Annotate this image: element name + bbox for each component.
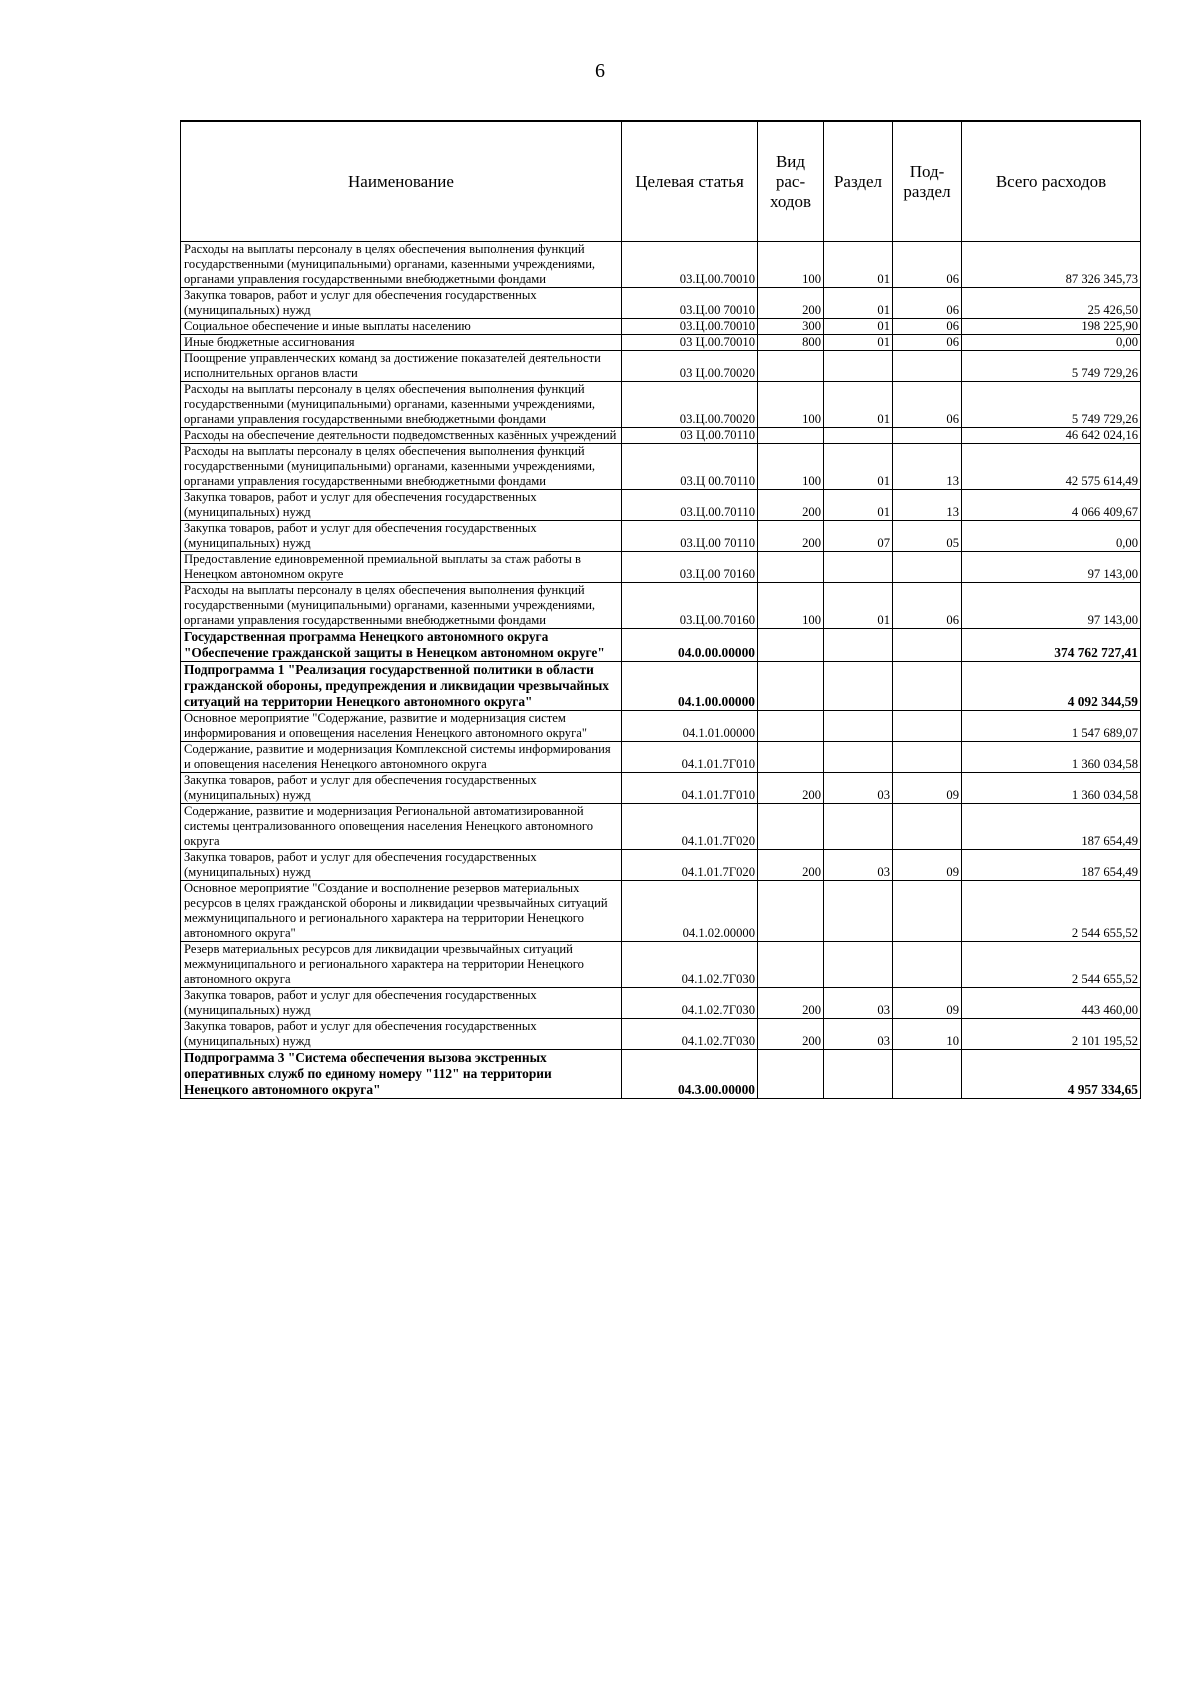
cell-vid (758, 881, 824, 942)
cell-code: 04.1.00.00000 (622, 662, 758, 711)
table-row (181, 583, 1141, 629)
table-body (181, 242, 1141, 1099)
cell-razdel: 01 (824, 382, 893, 428)
table-row (181, 335, 1141, 351)
cell-razdel: 03 (824, 1019, 893, 1050)
cell-name: Подпрограмма 3 "Система обеспечения вызова экстренных оперативных служб по единому номеру "112" на территории Ненецкого автономного округа" (181, 1050, 622, 1099)
cell-vid: 200 (758, 288, 824, 319)
cell-podrazdel: 13 (893, 444, 962, 490)
cell-razdel (824, 742, 893, 773)
table-row (181, 490, 1141, 521)
cell-total: 1 360 034,58 (962, 773, 1141, 804)
cell-razdel (824, 942, 893, 988)
table-row (181, 521, 1141, 552)
cell-vid: 100 (758, 583, 824, 629)
cell-podrazdel: 10 (893, 1019, 962, 1050)
cell-vid: 200 (758, 521, 824, 552)
cell-razdel: 07 (824, 521, 893, 552)
cell-podrazdel: 06 (893, 242, 962, 288)
cell-vid: 800 (758, 335, 824, 351)
cell-code: 04.1.01.7Г020 (622, 850, 758, 881)
cell-total: 46 642 024,16 (962, 428, 1141, 444)
cell-vid (758, 662, 824, 711)
header-name: Наименование (181, 121, 622, 242)
cell-code: 04.0.00.00000 (622, 629, 758, 662)
cell-razdel (824, 711, 893, 742)
cell-podrazdel: 05 (893, 521, 962, 552)
cell-podrazdel: 06 (893, 583, 962, 629)
cell-razdel (824, 552, 893, 583)
cell-vid (758, 742, 824, 773)
cell-total: 97 143,00 (962, 583, 1141, 629)
cell-code: 04.1.01.7Г020 (622, 804, 758, 850)
cell-vid: 200 (758, 773, 824, 804)
cell-code: 04.1.01.7Г010 (622, 773, 758, 804)
cell-podrazdel: 06 (893, 288, 962, 319)
cell-vid (758, 629, 824, 662)
table-row (181, 444, 1141, 490)
cell-name: Расходы на обеспечение деятельности подведомственных казённых учреждений (181, 428, 622, 444)
cell-code: 03.Ц.00 70110 (622, 521, 758, 552)
cell-razdel: 03 (824, 850, 893, 881)
cell-code: 04.1.02.7Г030 (622, 1019, 758, 1050)
cell-total: 2 544 655,52 (962, 942, 1141, 988)
table-row (181, 881, 1141, 942)
cell-code: 03.Ц.00.70020 (622, 382, 758, 428)
cell-razdel: 01 (824, 490, 893, 521)
table-row (181, 319, 1141, 335)
cell-vid: 200 (758, 850, 824, 881)
cell-code: 04.1.01.7Г010 (622, 742, 758, 773)
cell-vid: 300 (758, 319, 824, 335)
cell-code: 04.1.02.7Г030 (622, 988, 758, 1019)
cell-name: Закупка товаров, работ и услуг для обеспечения государственных (муниципальных) нужд (181, 521, 622, 552)
cell-name: Закупка товаров, работ и услуг для обеспечения государственных (муниципальных) нужд (181, 850, 622, 881)
cell-total: 1 360 034,58 (962, 742, 1141, 773)
cell-podrazdel (893, 629, 962, 662)
cell-podrazdel (893, 742, 962, 773)
cell-vid (758, 1050, 824, 1099)
table-row (181, 382, 1141, 428)
cell-razdel (824, 662, 893, 711)
cell-name: Закупка товаров, работ и услуг для обеспечения государственных (муниципальных) нужд (181, 773, 622, 804)
cell-podrazdel (893, 804, 962, 850)
cell-podrazdel: 13 (893, 490, 962, 521)
table-row (181, 428, 1141, 444)
cell-podrazdel (893, 942, 962, 988)
cell-code: 04.1.02.00000 (622, 881, 758, 942)
cell-vid (758, 428, 824, 444)
cell-vid: 100 (758, 382, 824, 428)
cell-podrazdel: 06 (893, 319, 962, 335)
cell-code: 03 Ц.00.70010 (622, 335, 758, 351)
cell-total: 25 426,50 (962, 288, 1141, 319)
cell-razdel (824, 428, 893, 444)
budget-table (180, 120, 1141, 1099)
cell-name: Основное мероприятие "Создание и восполнение резервов материальных ресурсов в целях гражданской обороны и ликвидации чрезвычайных ситуаций межмуниципального и регионального характера на территории Ненецкого автономного округа" (181, 881, 622, 942)
page-number: 6 (595, 60, 605, 82)
cell-razdel (824, 351, 893, 382)
cell-code: 04.1.02.7Г030 (622, 942, 758, 988)
table-row (181, 1050, 1141, 1099)
cell-razdel: 01 (824, 583, 893, 629)
cell-podrazdel: 09 (893, 988, 962, 1019)
header-code: Целевая статья (622, 121, 758, 242)
cell-total: 5 749 729,26 (962, 382, 1141, 428)
cell-podrazdel (893, 1050, 962, 1099)
cell-razdel: 01 (824, 242, 893, 288)
cell-total: 4 066 409,67 (962, 490, 1141, 521)
cell-razdel: 01 (824, 444, 893, 490)
header-vid: Вид рас-ходов (758, 121, 824, 242)
cell-name: Содержание, развитие и модернизация Региональной автоматизированной системы централизованного оповещения населения Ненецкого автономного округа (181, 804, 622, 850)
cell-total: 198 225,90 (962, 319, 1141, 335)
cell-code: 04.3.00.00000 (622, 1050, 758, 1099)
cell-total: 42 575 614,49 (962, 444, 1141, 490)
cell-name: Резерв материальных ресурсов для ликвидации чрезвычайных ситуаций межмуниципального и регионального характера на территории Ненецкого автономного округа (181, 942, 622, 988)
cell-name: Иные бюджетные ассигнования (181, 335, 622, 351)
cell-vid: 100 (758, 242, 824, 288)
table-row (181, 988, 1141, 1019)
cell-code: 03 Ц.00.70110 (622, 428, 758, 444)
table-row (181, 804, 1141, 850)
table-row (181, 1019, 1141, 1050)
cell-podrazdel (893, 552, 962, 583)
cell-total: 0,00 (962, 521, 1141, 552)
cell-name: Государственная программа Ненецкого автономного округа "Обеспечение гражданской защиты в Ненецком автономном округе" (181, 629, 622, 662)
table-row (181, 242, 1141, 288)
cell-name: Закупка товаров, работ и услуг для обеспечения государственных (муниципальных) нужд (181, 288, 622, 319)
table-row (181, 742, 1141, 773)
cell-total: 4 957 334,65 (962, 1050, 1141, 1099)
cell-razdel: 03 (824, 773, 893, 804)
cell-podrazdel (893, 881, 962, 942)
cell-total: 2 101 195,52 (962, 1019, 1141, 1050)
cell-razdel (824, 629, 893, 662)
cell-razdel (824, 804, 893, 850)
cell-podrazdel (893, 351, 962, 382)
cell-vid: 200 (758, 1019, 824, 1050)
cell-name: Расходы на выплаты персоналу в целях обеспечения выполнения функций государственными (муниципальными) органами, казенными учреждениями, органами управления государственными внебюджетными фондами (181, 444, 622, 490)
header-total: Всего расходов (962, 121, 1141, 242)
cell-code: 03.Ц 00.70110 (622, 444, 758, 490)
cell-name: Предоставление единовременной премиальной выплаты за стаж работы в Ненецком автономном округе (181, 552, 622, 583)
cell-code: 04.1.01.00000 (622, 711, 758, 742)
cell-razdel (824, 881, 893, 942)
cell-podrazdel: 06 (893, 335, 962, 351)
cell-podrazdel (893, 428, 962, 444)
cell-total: 1 547 689,07 (962, 711, 1141, 742)
cell-razdel: 01 (824, 319, 893, 335)
cell-total: 5 749 729,26 (962, 351, 1141, 382)
table-row (181, 942, 1141, 988)
cell-total: 87 326 345,73 (962, 242, 1141, 288)
cell-vid: 100 (758, 444, 824, 490)
header-razdel: Раздел (824, 121, 893, 242)
cell-total: 374 762 727,41 (962, 629, 1141, 662)
cell-total: 4 092 344,59 (962, 662, 1141, 711)
cell-code: 03.Ц.00 70010 (622, 288, 758, 319)
cell-total: 187 654,49 (962, 804, 1141, 850)
cell-name: Закупка товаров, работ и услуг для обеспечения государственных (муниципальных) нужд (181, 1019, 622, 1050)
cell-code: 03.Ц.00.70010 (622, 242, 758, 288)
table-row (181, 850, 1141, 881)
cell-code: 03.Ц.00 70160 (622, 552, 758, 583)
cell-name: Социальное обеспечение и иные выплаты населению (181, 319, 622, 335)
cell-total: 0,00 (962, 335, 1141, 351)
cell-vid (758, 711, 824, 742)
table-row (181, 351, 1141, 382)
cell-podrazdel: 09 (893, 773, 962, 804)
cell-code: 03 Ц.00.70020 (622, 351, 758, 382)
cell-vid: 200 (758, 490, 824, 521)
table-row (181, 662, 1141, 711)
cell-total: 443 460,00 (962, 988, 1141, 1019)
header-row (181, 121, 1141, 242)
cell-name: Подпрограмма 1 "Реализация государственной политики в области гражданской обороны, предупреждения и ликвидации чрезвычайных ситуаций на территории Ненецкого автономного округа" (181, 662, 622, 711)
cell-name: Основное мероприятие "Содержание, развитие и модернизация систем информирования и оповещения населения Ненецкого автономного округа" (181, 711, 622, 742)
table-row (181, 629, 1141, 662)
cell-name: Поощрение управленческих команд за достижение показателей деятельности исполнительных органов власти (181, 351, 622, 382)
cell-razdel: 03 (824, 988, 893, 1019)
cell-total: 97 143,00 (962, 552, 1141, 583)
table-row (181, 288, 1141, 319)
table-row (181, 552, 1141, 583)
cell-vid (758, 351, 824, 382)
cell-podrazdel: 09 (893, 850, 962, 881)
cell-total: 2 544 655,52 (962, 881, 1141, 942)
cell-name: Закупка товаров, работ и услуг для обеспечения государственных (муниципальных) нужд (181, 490, 622, 521)
cell-razdel: 01 (824, 288, 893, 319)
cell-name: Расходы на выплаты персоналу в целях обеспечения выполнения функций государственными (муниципальными) органами, казенными учреждениями, органами управления государственными внебюджетными фондами (181, 242, 622, 288)
cell-podrazdel (893, 711, 962, 742)
cell-total: 187 654,49 (962, 850, 1141, 881)
cell-name: Содержание, развитие и модернизация Комплексной системы информирования и оповещения населения Ненецкого автономного округа (181, 742, 622, 773)
cell-vid (758, 804, 824, 850)
cell-razdel (824, 1050, 893, 1099)
table-row (181, 711, 1141, 742)
cell-name: Расходы на выплаты персоналу в целях обеспечения выполнения функций государственными (муниципальными) органами, казенными учреждениями, органами управления государственными внебюджетными фондами (181, 583, 622, 629)
cell-code: 03.Ц.00.70160 (622, 583, 758, 629)
cell-podrazdel (893, 662, 962, 711)
cell-vid: 200 (758, 988, 824, 1019)
cell-podrazdel: 06 (893, 382, 962, 428)
header-podrazdel: Под-раздел (893, 121, 962, 242)
table-header (181, 121, 1141, 242)
cell-vid (758, 552, 824, 583)
cell-name: Расходы на выплаты персоналу в целях обеспечения выполнения функций государственными (муниципальными) органами, казенными учреждениями, органами управления государственными внебюджетными фондами (181, 382, 622, 428)
cell-code: 03.Ц.00.70010 (622, 319, 758, 335)
cell-razdel: 01 (824, 335, 893, 351)
table-row (181, 773, 1141, 804)
cell-code: 03.Ц.00.70110 (622, 490, 758, 521)
cell-vid (758, 942, 824, 988)
cell-name: Закупка товаров, работ и услуг для обеспечения государственных (муниципальных) нужд (181, 988, 622, 1019)
